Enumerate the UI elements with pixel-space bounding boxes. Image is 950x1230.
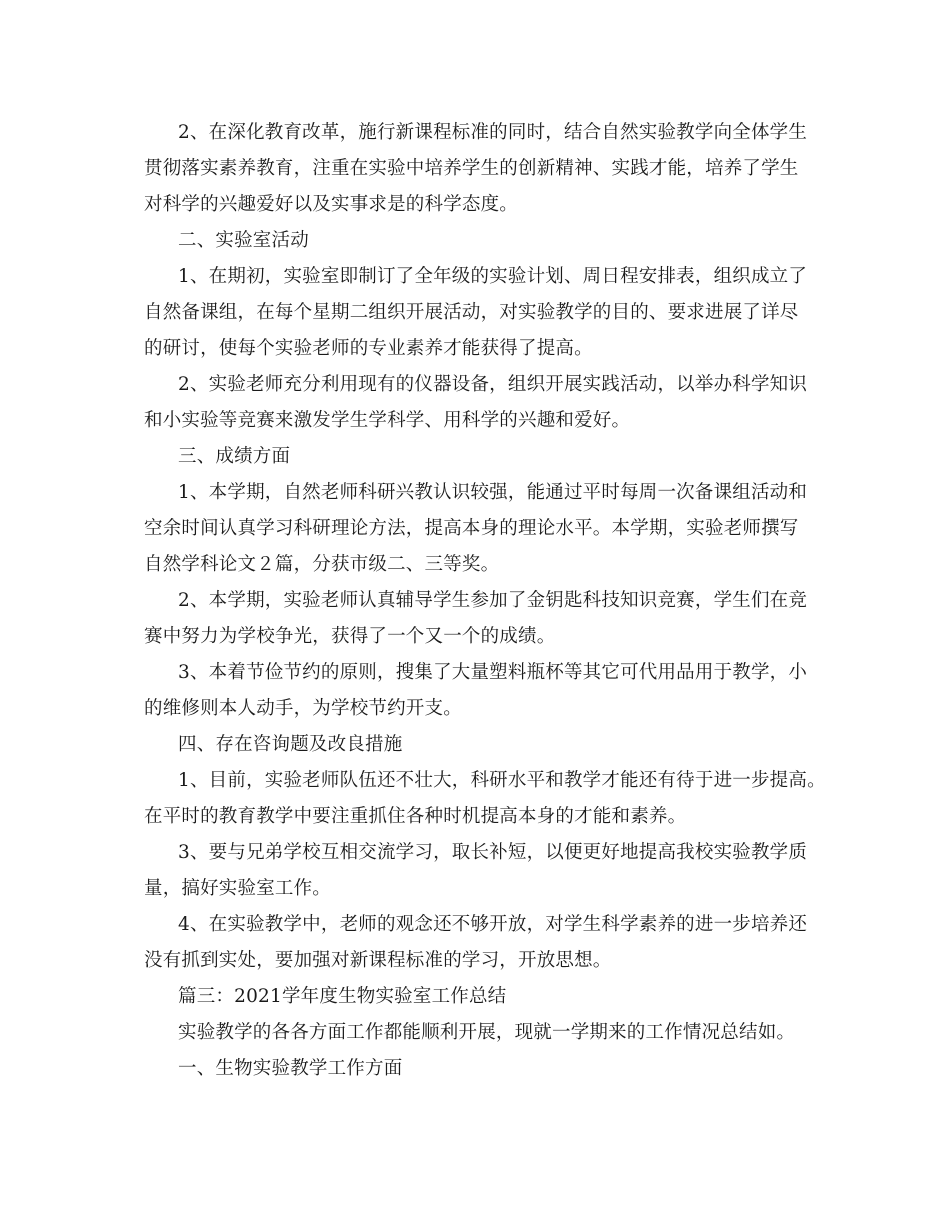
text-line: 实验教学的各各方面工作都能顺利开展，现就一学期来的工作情况总结如。 [178,1022,796,1043]
text-line: 在平时的教育教学中要注重抓住各种时机提高本身的才能和素养。 [144,806,687,827]
text-line: 3、要与兄弟学校互相交流学习，取长补短，以便更好地提高我校实验教学质 [178,842,808,863]
text-line: 1、目前，实验老师队伍还不壮大，科研水平和教学才能还有待于进一步提高。 [178,770,826,791]
text-line: 1、本学期，自然老师科研兴教认识较强，能通过平时每周一次备课组活动和 [178,482,808,503]
text-line: 4、在实验教学中，老师的观念还不够开放，对学生科学素养的进一步培养还 [178,914,808,935]
text-line: 量，搞好实验室工作。 [144,878,332,899]
text-line: 自然学科论文２篇，分获市级二、三等奖。 [144,554,500,575]
section-heading: 三、成绩方面 [178,446,291,467]
text-line: 2、实验老师充分利用现有的仪器设备，组织开展实践活动，以举办科学知识 [178,374,808,395]
text-line: 的研讨，使每个实验老师的专业素养才能获得了提高。 [144,338,593,359]
text-line: 自然备课组，在每个星期二组织开展活动，对实验教学的目的、要求进展了详尽 [144,302,799,323]
section-heading: 四、存在咨询题及改良措施 [178,734,403,755]
section-heading: 二、实验室活动 [178,230,309,251]
text-line: 贯彻落实素养教育，注重在实验中培养学生的创新精神、实践才能，培养了学生 [144,158,799,179]
text-line: 2、本学期，实验老师认真辅导学生参加了金钥匙科技知识竞赛，学生们在竞 [178,590,808,611]
text-line: 3、本着节俭节约的原则，搜集了大量塑料瓶杯等其它可代用品用于教学，小 [178,662,808,683]
text-line: 赛中努力为学校争光，获得了一个又一个的成绩。 [144,626,556,647]
section-heading: 一、生物实验教学工作方面 [178,1058,403,1079]
chapter-title: 篇三：2021学年度生物实验室工作总结 [178,986,507,1007]
text-line: 对科学的兴趣爱好以及实事求是的科学态度。 [144,194,519,215]
text-line: 1、在期初，实验室即制订了全年级的实验计划、周日程安排表，组织成立了 [178,266,808,287]
text-line: 2、在深化教育改革，施行新课程标准的同时，结合自然实验教学向全体学生 [178,122,808,143]
text-line: 和小实验等竞赛来激发学生学科学、用科学的兴趣和爱好。 [144,410,631,431]
text-line: 没有抓到实处，要加强对新课程标准的学习，开放思想。 [144,950,612,971]
text-line: 空余时间认真学习科研理论方法，提高本身的理论水平。本学期，实验老师撰写 [144,518,799,539]
text-line: 的维修则本人动手，为学校节约开支。 [144,698,462,719]
